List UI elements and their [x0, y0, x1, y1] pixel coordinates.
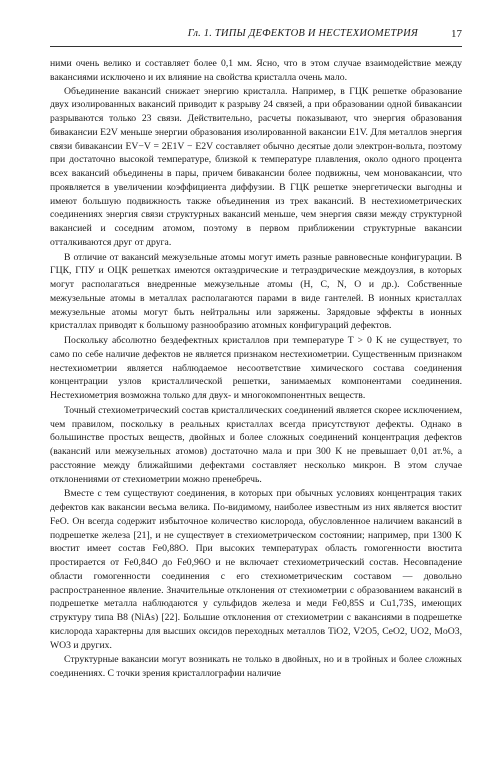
running-header [50, 26, 462, 47]
page-number: 17 [451, 28, 462, 40]
paragraph-structural-vacancies: Структурные вакансии могут возникать не только в двойных, но и в тройных и более сложных соединениях. С точки зрения кристаллографии наличие [50, 654, 462, 679]
paragraph-exact-stoichiometry: Точный стехиометрический состав кристаллических соединений является скорее исключением, чем правилом, поскольку в реальных кристаллах всегда присутствуют дефекты. Однако в большинстве простых веществ, двойных и более сложных соединений концентрация дефектов (вакансий или межузельных атомов) достаточно мала и при 300 K не превышает 0,01 ат.%, а расстояние между ближайшими дефектами составляет несколько микрон. В этом случае отклонениями от стехиометрии можно пренебречь. [50, 404, 462, 485]
paragraph-continuation: ними очень велико и составляет более 0,1 мм. Ясно, что в этом случае взаимодействие между вакансиями исключено и их влияние на свойства кристалла очень мало. [50, 58, 462, 83]
book-page [50, 26, 462, 681]
paragraph-wustite: Вместе с тем существуют соединения, в которых при обычных условиях концентрация таких дефектов как вакансии весьма велика. По-видимому, наиболее известным из них является вюстит FeO. Он всегда содержит избыточное количество кислорода, обусловленное наличием вакансий в подрешетке железа [21], и не существует в стехиометрическом состоянии; например, при 1300 K вюстит имеет состав Fe0,88O. При высоких температурах область гомогенности вюстита простирается от Fe0,84O до Fe0,96O и не включает стехиометрический состав. Несовпадение области гомогенности соединения с его стехиометрическим составом — довольно распространенное явление. Значительные отклонения от стехиометрии с образованием вакансий в подрешетке металла наблюдаются у сульфидов железа и меди Fe0,85S и Cu1,73S, имеющих структуру типа B8 (NiAs) [22]. Большие отклонения от стехиометрии с вакансиями в подрешетке кислорода характерны для высших оксидов переходных металлов TiO2, V2O5, CeO2, UO2, MoO3, WO3 и других. [50, 488, 462, 651]
running-title: Гл. 1. ТИПЫ ДЕФЕКТОВ И НЕСТЕХИОМЕТРИЯ [187, 28, 418, 39]
paragraph-nonstoichiometry-criterion: Поскольку абсолютно бездефектных кристаллов при температуре T > 0 K не существует, то само по себе наличие дефектов не является признаком нестехиометрии. Существенным признаком нестехиометрии является наблюдаемое несоответствие химического состава соединения концентрации узлов кристаллической решетки, занимаемых компонентами соединения. Нестехиометрия возможна только для двух- и многокомпонентных веществ. [50, 335, 462, 401]
paragraph-interstitial-atoms: В отличие от вакансий межузельные атомы могут иметь разные равновесные конфигурации. В ГЦК, ГПУ и ОЦК решетках имеются октаэдрические и тетраэдрические междоузлия, в которых могут располагаться внедренные межузельные атомы (H, C, N, O и др.). Собственные межузельные атомы в металлах располагаются парами в виде гантелей. В ионных кристаллах межузельные атомы могут быть нейтральны или заряжены. Зарядовые эффекты в ионных кристаллах приводят к большому разнообразию атомных конфигураций дефектов. [50, 251, 462, 332]
paragraph-vacancy-association: Объединение вакансий снижает энергию кристалла. Например, в ГЦК решетке образование двух изолированных вакансий приводит к разрыву 24 связей, а при образовании одной бивакансии разрываются только 23 связи. Действительно, расчеты показывают, что энергия образования бивакансии E2V меньше энергии образования изолированной вакансии E1V. Для металлов энергия связи бивакансии EV−V = 2E1V − E2V составляет обычно десятые доли электрон-вольта, поэтому при достаточно высокой температуре, близкой к температуре плавления, около одного процента всех вакансий объединены в пары, причем бивакансии более подвижны, чем моновакансии, что проявляется в увеличении коэффициента диффузии. В ГЦК решетке энергетически выгодны и имеют большую подвижность также объединения из трех вакансий. В нестехиометрических соединениях энергия связи структурных вакансий меньше, чем энергия связи между структурной вакансией и соседним атомом, поэтому в первом приближении структурные вакансии отталкиваются друг от друга. [50, 85, 462, 248]
page-body [50, 57, 462, 681]
